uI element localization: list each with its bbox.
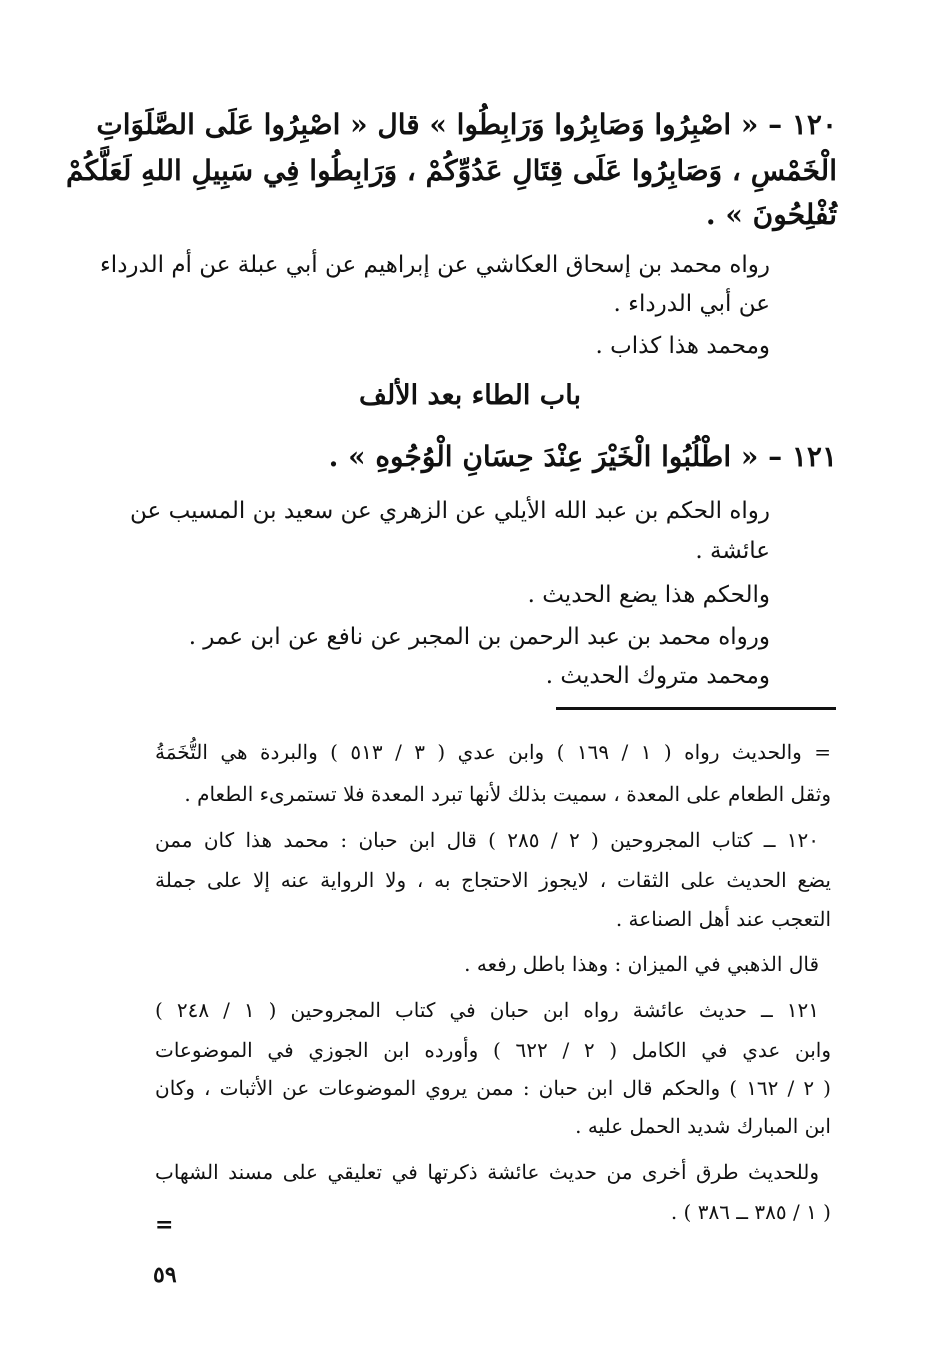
footnote-121-line-5: وللحديث طرق أخرى من حديث عائشة ذكرتها في تعليقي على مسند الشهاب: [155, 1160, 819, 1184]
commentary-120-line-1: رواه محمد بن إسحاق العكاشي عن إبراهيم عن أبي عبلة عن أم الدرداء: [99, 252, 770, 278]
commentary-121-line-4: ورواه محمد بن عبد الرحمن بن المجبر عن نافع عن ابن عمر .: [188, 624, 770, 650]
footnote-separator: [556, 707, 836, 710]
commentary-121-line-2: عائشة .: [695, 538, 770, 564]
section-heading: باب الطاء بعد الألف: [359, 380, 581, 411]
commentary-121-line-5: ومحمد متروك الحديث .: [545, 663, 770, 689]
hadith-121-line-1: ١٢١ – « اطْلُبُوا الْخَيْرَ عِنْدَ حِسَانِ الْوُجُوهِ » .: [328, 440, 837, 473]
footnote-120-line-1: ١٢٠ ــ كتاب المجروحين ( ٢ / ٢٨٥ ) قال ابن حبان : محمد هذا كان ممن: [155, 828, 820, 852]
footnote-continued-line-2: وثقل الطعام على المعدة ، سميت بذلك لأنها تبرد المعدة فلا تستمرىء الطعام .: [184, 782, 831, 806]
commentary-120-line-2: عن أبي الدرداء .: [613, 291, 770, 317]
footnote-121-line-1: ١٢١ ــ حديث عائشة رواه ابن حبان في كتاب المجروحين ( ١ / ٢٤٨ ): [155, 998, 819, 1022]
page-number: ٥٩: [153, 1262, 177, 1288]
footnote-121-line-6: ( ١ / ٣٨٥ ــ ٣٨٦ ) .: [670, 1200, 831, 1224]
commentary-121-line-3: والحكم هذا يضع الحديث .: [527, 582, 770, 608]
hadith-120-line-1: ١٢٠ – « اصْبِرُوا وَصَابِرُوا وَرَابِطُوا » قال « اصْبِرُوا عَلَى الصَّلَوَاتِ: [96, 108, 837, 141]
footnote-120-line-3: التعجب عند أهل الصناعة .: [615, 907, 831, 931]
footnote-121-line-4: ابن المبارك شديد الحمل عليه .: [575, 1114, 831, 1138]
footnote-120-line-2: يضع الحديث على الثقات ، لايجوز الاحتجاج به ، ولا الرواية عنه إلا على جملة: [155, 868, 831, 892]
footnote-continued-line-1: = والحديث رواه ( ١ / ١٦٩ ) وابن عدي ( ٣ / ٥١٣ ) والبردة هي التُّخَمَةُ: [155, 740, 832, 764]
footnote-121-line-3: ( ٢ / ١٦٢ ) والحكم قال ابن حبان : ممن يروي الموضوعات عن الأثبات ، وكان: [155, 1076, 831, 1100]
commentary-121-line-1: رواه الحكم بن عبد الله الأيلي عن الزهري عن سعيد بن المسيب عن: [130, 498, 770, 524]
footnote-121-line-2: وابن عدي في الكامل ( ٢ / ٦٢٢ ) وأورده ابن الجوزي في الموضوعات: [155, 1038, 831, 1062]
continuation-mark: =: [155, 1212, 174, 1238]
hadith-120-line-3: تُفْلِحُونَ » .: [705, 198, 837, 231]
footnote-120-line-4: قال الذهبي في الميزان : وهذا باطل رفعه .: [464, 952, 819, 976]
hadith-120-line-2: الْخَمْسِ ، وَصَابِرُوا عَلَى قِتَالِ عَدُوِّكُمْ ، وَرَابِطُوا فِي سَبِيلِ اللهِ لَعَلَّكُمْ: [66, 154, 837, 187]
commentary-120-line-3: ومحمد هذا كذاب .: [595, 333, 770, 359]
